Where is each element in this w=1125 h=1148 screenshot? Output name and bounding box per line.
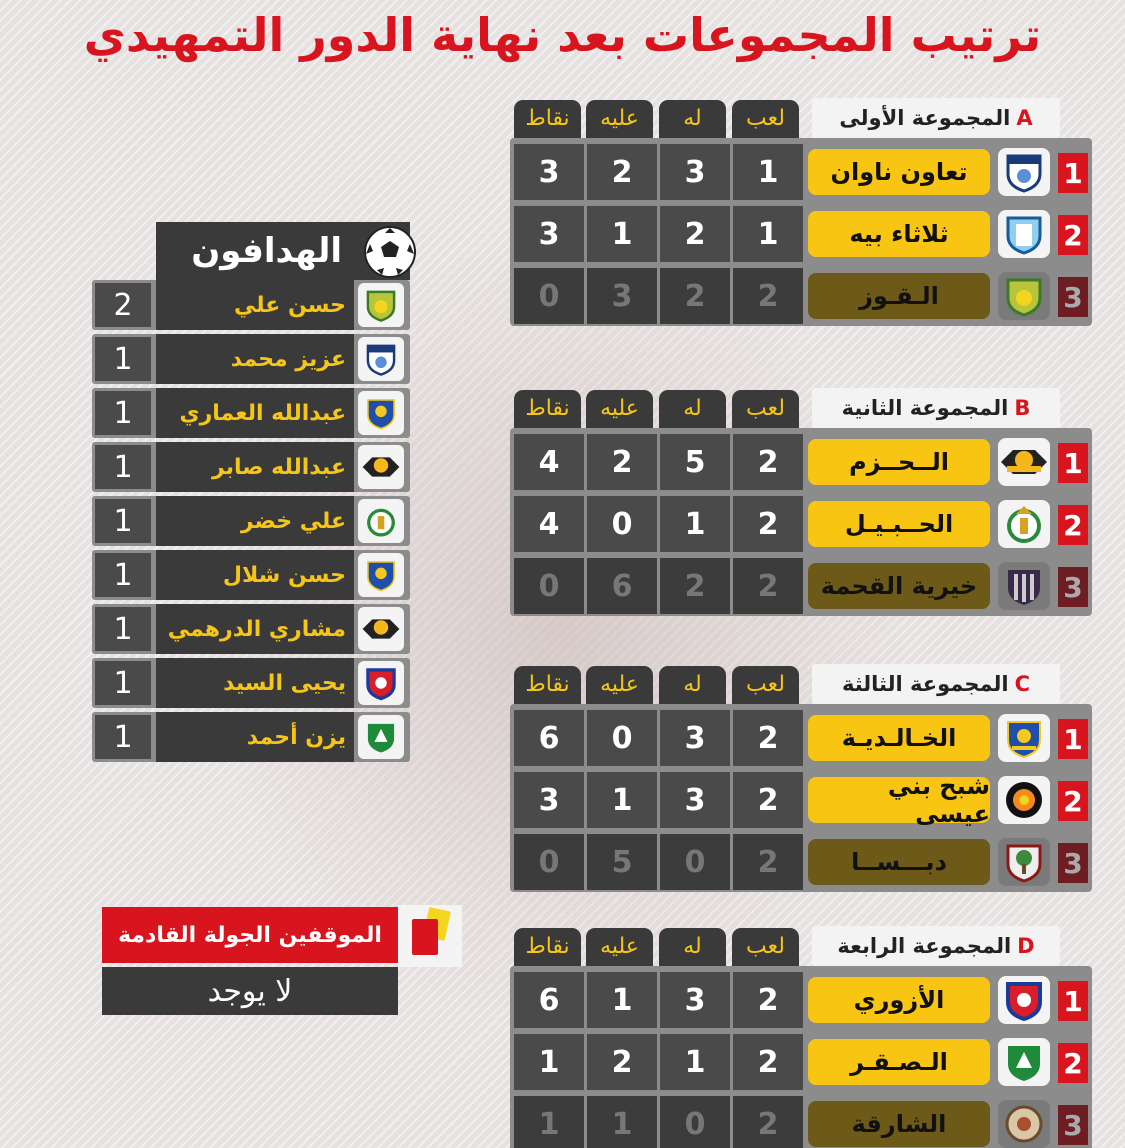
stat-for: 3: [660, 710, 730, 766]
scorer-goals: 1: [95, 391, 151, 435]
table-row: [510, 265, 1092, 326]
stat-points: 6: [514, 710, 584, 766]
col-head-played: لعب: [732, 390, 799, 428]
stat-against: 2: [587, 434, 657, 490]
group-letter: C: [1014, 672, 1031, 696]
rank-badge: 1: [1058, 719, 1088, 759]
table-row: [510, 1093, 1092, 1148]
col-head-played: لعب: [732, 666, 799, 704]
table-row: [510, 769, 1092, 830]
scorer-name: حسن علي: [156, 280, 354, 330]
team-name: الخـالـديـة: [808, 715, 990, 761]
stat-against: 2: [587, 1034, 657, 1090]
table-row: [510, 1031, 1092, 1092]
team-name: تعاون ناوان: [808, 149, 990, 195]
column-headers: [514, 100, 804, 138]
stat-played: 1: [733, 206, 803, 262]
scorer-row: [92, 550, 410, 600]
col-head-for: له: [659, 928, 726, 966]
team-logo-icon: [998, 500, 1050, 548]
rank-badge: 1: [1058, 153, 1088, 193]
stat-played: 2: [733, 1034, 803, 1090]
group-rows: [510, 966, 1092, 1148]
col-head-points: نقاط: [514, 666, 581, 704]
rank-badge: 3: [1058, 277, 1088, 317]
group-letter: B: [1014, 396, 1031, 420]
stat-points: 0: [514, 268, 584, 324]
table-row: [510, 431, 1092, 492]
team-logo-icon: [998, 838, 1050, 886]
group-letter: A: [1016, 106, 1033, 130]
rank-badge: 3: [1058, 567, 1088, 607]
rank-badge: 2: [1058, 1043, 1088, 1083]
stat-for: 2: [660, 558, 730, 614]
stat-played: 2: [733, 558, 803, 614]
team-name: الشارقة: [808, 1101, 990, 1147]
stat-against: 1: [587, 772, 657, 828]
scorer-goals: 1: [95, 499, 151, 543]
group-b-table: [510, 388, 1092, 618]
rank-badge: 2: [1058, 781, 1088, 821]
team-name: خيرية القحمة: [808, 563, 990, 609]
football-icon: [362, 224, 418, 280]
stat-for: 3: [660, 144, 730, 200]
team-logo-icon: [998, 148, 1050, 196]
table-row: [510, 493, 1092, 554]
stat-for: 2: [660, 268, 730, 324]
stat-points: 6: [514, 972, 584, 1028]
stat-points: 1: [514, 1096, 584, 1148]
stat-points: 4: [514, 434, 584, 490]
page-title: ترتيب المجموعات بعد نهاية الدور التمهيدي: [83, 8, 1042, 62]
table-row: [510, 707, 1092, 768]
rank-badge: 1: [1058, 443, 1088, 483]
col-head-against: عليه: [586, 666, 653, 704]
rank-badge: 3: [1058, 843, 1088, 883]
scorer-name: عبدالله العماري: [156, 388, 354, 438]
group-letter: D: [1017, 934, 1035, 958]
col-head-for: له: [659, 666, 726, 704]
stat-points: 0: [514, 834, 584, 890]
team-logo-icon: [998, 562, 1050, 610]
stat-played: 2: [733, 710, 803, 766]
col-head-for: له: [659, 390, 726, 428]
group-rows: [510, 704, 1092, 892]
team-logo-icon: [358, 283, 404, 327]
suspended-title: الموقفين الجولة القادمة: [102, 907, 398, 963]
table-row: [510, 203, 1092, 264]
scorer-name: مشاري الدرهمي: [156, 604, 354, 654]
scorer-name: عزيز محمد: [156, 334, 354, 384]
rank-badge: 2: [1058, 505, 1088, 545]
group-d-table: [510, 926, 1092, 1148]
rank-badge: 3: [1058, 1105, 1088, 1145]
stat-played: 2: [733, 434, 803, 490]
stat-for: 3: [660, 972, 730, 1028]
scorer-goals: 1: [95, 661, 151, 705]
stat-points: 0: [514, 558, 584, 614]
team-logo-icon: [998, 1100, 1050, 1148]
stat-points: 4: [514, 496, 584, 552]
team-name: الـصـقـر: [808, 1039, 990, 1085]
team-logo-icon: [998, 210, 1050, 258]
team-name: ثلاثاء بيه: [808, 211, 990, 257]
team-logo-icon: [998, 776, 1050, 824]
stat-against: 0: [587, 496, 657, 552]
stat-points: 3: [514, 206, 584, 262]
stat-played: 2: [733, 972, 803, 1028]
group-title: [812, 926, 1060, 966]
scorer-goals: 1: [95, 553, 151, 597]
rank-badge: 1: [1058, 981, 1088, 1021]
team-logo-icon: [358, 553, 404, 597]
stat-for: 1: [660, 496, 730, 552]
stat-against: 6: [587, 558, 657, 614]
stat-for: 0: [660, 1096, 730, 1148]
stat-played: 2: [733, 496, 803, 552]
stat-played: 2: [733, 1096, 803, 1148]
scorer-goals: 1: [95, 337, 151, 381]
col-head-against: عليه: [586, 928, 653, 966]
team-name: الأزوري: [808, 977, 990, 1023]
group-title: [812, 98, 1060, 138]
group-title: [812, 388, 1060, 428]
team-logo-icon: [358, 715, 404, 759]
team-logo-icon: [358, 607, 404, 651]
col-head-points: نقاط: [514, 390, 581, 428]
scorer-row: [92, 442, 410, 492]
stat-for: 0: [660, 834, 730, 890]
col-head-played: لعب: [732, 100, 799, 138]
col-head-played: لعب: [732, 928, 799, 966]
stat-for: 2: [660, 206, 730, 262]
scorer-name: يزن أحمد: [156, 712, 354, 762]
stat-played: 1: [733, 144, 803, 200]
scorer-goals: 1: [95, 445, 151, 489]
col-head-for: له: [659, 100, 726, 138]
scorer-name: يحيى السيد: [156, 658, 354, 708]
table-row: [510, 831, 1092, 892]
team-logo-icon: [358, 661, 404, 705]
cards-icon: [398, 905, 462, 967]
column-headers: [514, 928, 804, 966]
stat-points: 1: [514, 1034, 584, 1090]
col-head-against: عليه: [586, 100, 653, 138]
suspended-value: لا يوجد: [102, 967, 398, 1015]
col-head-points: نقاط: [514, 100, 581, 138]
stat-played: 2: [733, 834, 803, 890]
team-name: دبـــســا: [808, 839, 990, 885]
group-name: المجموعة الثالثة: [841, 672, 1009, 696]
stat-played: 2: [733, 772, 803, 828]
group-name: المجموعة الثانية: [841, 396, 1009, 420]
scorer-goals: 1: [95, 607, 151, 651]
column-headers: [514, 666, 804, 704]
scorer-goals: 2: [95, 283, 151, 327]
stat-for: 3: [660, 772, 730, 828]
team-logo-icon: [998, 1038, 1050, 1086]
stat-against: 1: [587, 206, 657, 262]
stat-for: 5: [660, 434, 730, 490]
table-row: [510, 555, 1092, 616]
scorers-title: الهدافون: [191, 231, 342, 271]
team-logo-icon: [998, 976, 1050, 1024]
group-a-table: [510, 98, 1092, 328]
team-logo-icon: [998, 272, 1050, 320]
rank-badge: 2: [1058, 215, 1088, 255]
stat-against: 0: [587, 710, 657, 766]
scorer-row: [92, 658, 410, 708]
col-head-points: نقاط: [514, 928, 581, 966]
team-logo-icon: [358, 391, 404, 435]
team-name: الـقـوز: [808, 273, 990, 319]
group-rows: [510, 428, 1092, 616]
team-logo-icon: [998, 438, 1050, 486]
column-headers: [514, 390, 804, 428]
scorer-name: عبدالله صابر: [156, 442, 354, 492]
stat-points: 3: [514, 772, 584, 828]
stat-played: 2: [733, 268, 803, 324]
stat-against: 3: [587, 268, 657, 324]
team-logo-icon: [998, 714, 1050, 762]
stat-against: 1: [587, 1096, 657, 1148]
group-name: المجموعة الأولى: [839, 106, 1011, 130]
scorer-name: حسن شلال: [156, 550, 354, 600]
suspended-players-panel: [102, 905, 462, 1013]
scorer-row: [92, 496, 410, 546]
team-logo-icon: [358, 499, 404, 543]
group-name: المجموعة الرابعة: [837, 934, 1012, 958]
scorer-row: [92, 334, 410, 384]
group-title: [812, 664, 1060, 704]
team-name: شبح بني عيسى: [808, 777, 990, 823]
team-name: الــحــزم: [808, 439, 990, 485]
scorer-row: [92, 280, 410, 330]
stat-against: 5: [587, 834, 657, 890]
scorer-row: [92, 604, 410, 654]
stat-against: 1: [587, 972, 657, 1028]
stat-against: 2: [587, 144, 657, 200]
team-name: الحــبـيـل: [808, 501, 990, 547]
scorer-goals: 1: [95, 715, 151, 759]
table-row: [510, 969, 1092, 1030]
scorer-name: علي خضر: [156, 496, 354, 546]
team-logo-icon: [358, 337, 404, 381]
scorer-row: [92, 388, 410, 438]
table-row: [510, 141, 1092, 202]
group-rows: [510, 138, 1092, 326]
stat-points: 3: [514, 144, 584, 200]
col-head-against: عليه: [586, 390, 653, 428]
team-logo-icon: [358, 445, 404, 489]
scorer-row: [92, 712, 410, 762]
scorers-header: [156, 222, 410, 280]
group-c-table: [510, 664, 1092, 894]
stat-for: 1: [660, 1034, 730, 1090]
